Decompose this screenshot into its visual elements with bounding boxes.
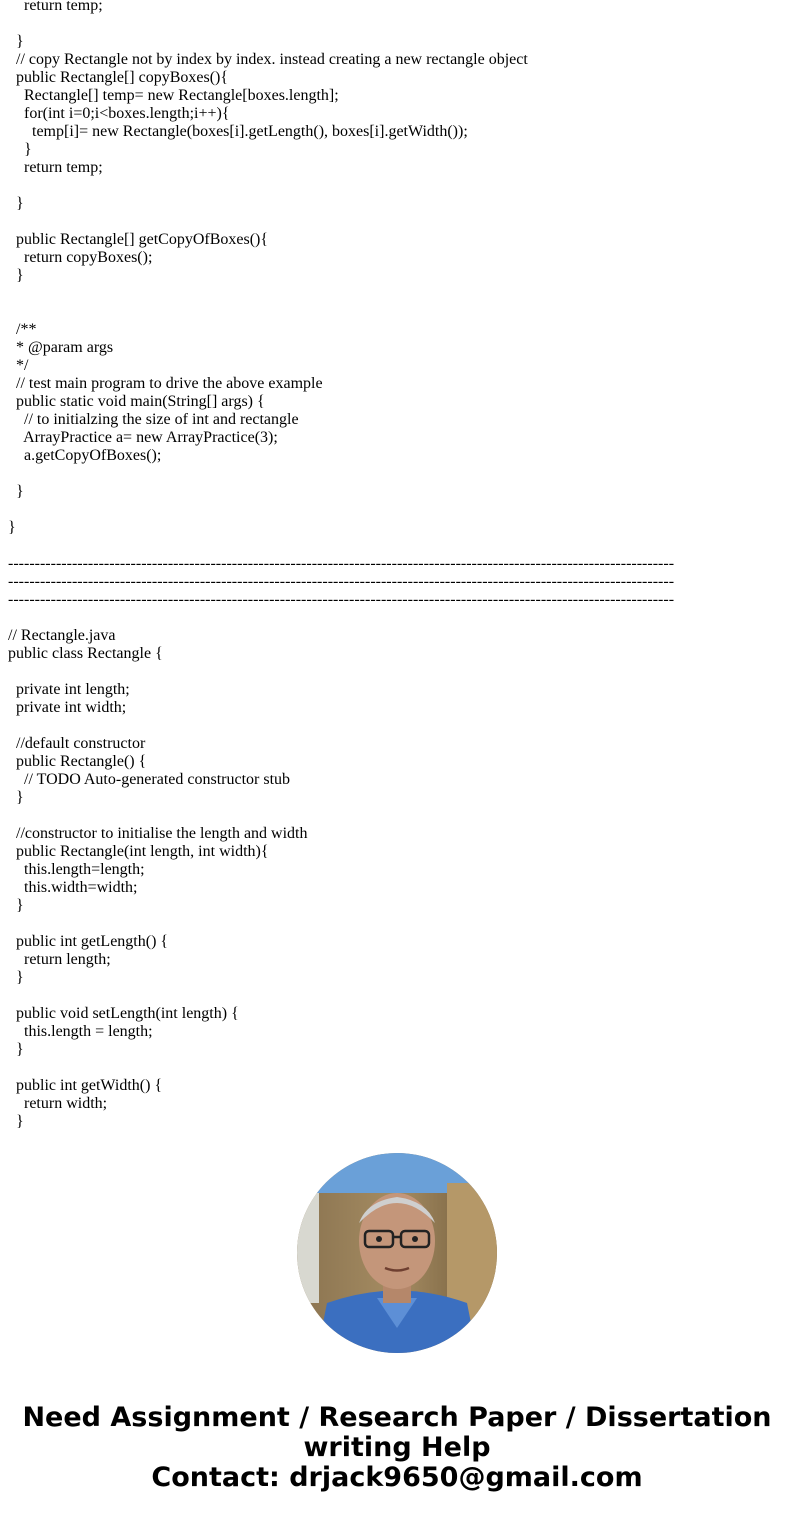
code-line xyxy=(8,717,788,735)
code-line: public Rectangle(int length, int width){ xyxy=(8,843,269,860)
code-line xyxy=(8,915,788,933)
code-line xyxy=(8,15,788,33)
author-photo xyxy=(297,1153,497,1353)
code-line xyxy=(8,663,788,681)
code-line: } xyxy=(8,195,24,212)
code-line: } xyxy=(8,141,32,158)
code-line: // test main program to drive the above example xyxy=(8,375,323,392)
code-line: // to initialzing the size of int and rectangle xyxy=(8,411,299,428)
code-line: /** xyxy=(8,321,37,338)
code-line: return width; xyxy=(8,1095,108,1112)
code-line xyxy=(8,1059,788,1077)
code-line: } xyxy=(8,1113,24,1130)
code-line: public class Rectangle { xyxy=(8,645,163,662)
code-line: return temp; xyxy=(8,0,103,14)
code-line: private int width; xyxy=(8,699,127,716)
code-line xyxy=(8,285,788,303)
code-line: } xyxy=(8,969,24,986)
code-line: this.length=length; xyxy=(8,861,145,878)
code-line: // copy Rectangle not by index by index. instead creating a new rectangle object xyxy=(8,51,528,68)
code-line: private int length; xyxy=(8,681,130,698)
code-line: public int getWidth() { xyxy=(8,1077,163,1094)
code-line: } xyxy=(8,267,24,284)
code-line xyxy=(8,807,788,825)
code-line: return copyBoxes(); xyxy=(8,249,153,266)
code-line: } xyxy=(8,789,24,806)
code-line: ----------------------------------------------------------------------------------------------------------------------------- xyxy=(8,573,675,590)
code-line: ArrayPractice a= new ArrayPractice(3); xyxy=(8,429,278,446)
code-line: } xyxy=(8,1041,24,1058)
code-line: //constructor to initialise the length and width xyxy=(8,825,308,842)
person-photo-icon xyxy=(297,1153,497,1353)
code-line: ----------------------------------------------------------------------------------------------------------------------------- xyxy=(8,555,675,572)
code-line: public Rectangle() { xyxy=(8,753,147,770)
code-line: } xyxy=(8,897,24,914)
code-line xyxy=(8,501,788,519)
code-line: // TODO Auto-generated constructor stub xyxy=(8,771,291,788)
code-line: public Rectangle[] getCopyOfBoxes(){ xyxy=(8,231,269,248)
code-line: public Rectangle[] copyBoxes(){ xyxy=(8,69,229,86)
code-line: //default constructor xyxy=(8,735,146,752)
code-line xyxy=(8,177,788,195)
code-line: public void setLength(int length) { xyxy=(8,1005,239,1022)
code-line xyxy=(8,537,788,555)
code-line: } xyxy=(8,33,24,50)
code-line: // Rectangle.java xyxy=(8,627,116,644)
code-line xyxy=(8,987,788,1005)
code-line xyxy=(8,213,788,231)
code-line: public int getLength() { xyxy=(8,933,169,950)
code-line: for(int i=0;i<boxes.length;i++){ xyxy=(8,105,230,122)
code-line: this.width=width; xyxy=(8,879,138,896)
code-line: } xyxy=(8,519,16,536)
code-line: temp[i]= new Rectangle(boxes[i].getLength(), boxes[i].getWidth()); xyxy=(8,123,468,140)
code-line: a.getCopyOfBoxes(); xyxy=(8,447,162,464)
banner-line-2: writing Help xyxy=(303,1432,491,1463)
banner-line-1: Need Assignment / Research Paper / Dissertation xyxy=(22,1402,772,1433)
code-line: return length; xyxy=(8,951,111,968)
banner-contact-email: Contact: drjack9650@gmail.com xyxy=(151,1462,643,1493)
code-line xyxy=(8,303,788,321)
code-line: Rectangle[] temp= new Rectangle[boxes.length]; xyxy=(8,87,339,104)
code-block xyxy=(8,0,788,1131)
code-line xyxy=(8,465,788,483)
code-line: */ xyxy=(8,357,29,374)
code-line: ----------------------------------------------------------------------------------------------------------------------------- xyxy=(8,591,675,608)
code-line: public static void main(String[] args) { xyxy=(8,393,265,410)
code-line: } xyxy=(8,483,24,500)
code-line: * @param args xyxy=(8,339,114,356)
code-line: return temp; xyxy=(8,159,103,176)
code-line xyxy=(8,609,788,627)
contact-banner xyxy=(0,1403,794,1493)
code-line: this.length = length; xyxy=(8,1023,153,1040)
